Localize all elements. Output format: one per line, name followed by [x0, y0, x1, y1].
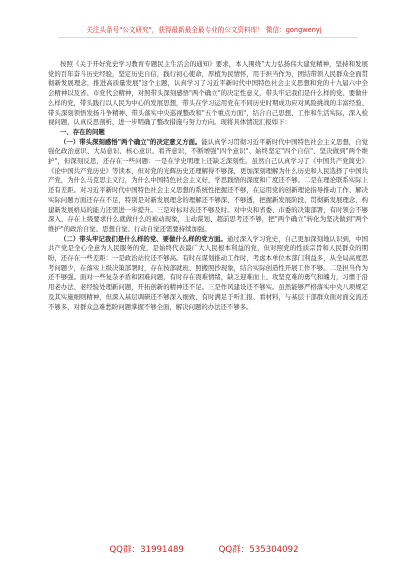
document-body	[48, 60, 368, 312]
qq-group-1: QQ群：31991489	[109, 545, 184, 555]
section-title: 一、存在的问题	[60, 127, 105, 136]
header-notice: 关注头条号"公文研究"，获得最新最全最专业的公文资料库！ 微信：gongwenyj	[86, 26, 322, 34]
paragraph-2-heading: （二）带头牢记我们是什么样的党、要做什么样的党方面。	[60, 234, 227, 243]
header-divider	[58, 37, 358, 38]
paragraph-1	[48, 138, 368, 235]
paragraph-1-text: 能认真学习贯彻习近平新时代中国特色社会主义思想，自觉强化政治意识、大局意识、核心意识、看齐意识，不断增强"四个意识"、始终坚定"四个自信"、坚决做到"两个维护"，但深刻反思，还存在一些问题：一是在学史明理上还缺乏深刻性。虽然自己认真学习了《中国共产党简史》《论中国共产党历史》等读本，但对党的光辉历史还理解得不够深，更加深刻理解为什么历史和人民选择了中国共产党，为什么马克思主义行，为什么中国特色社会主义好，学思践悟的深度和广度还不够。二是在理论联系实际上还有差距。对习近平新时代中国特色社会主义思想的系统性把握还不够，在运用党的创新理论指导推动工作、解决实际问题方面还存在不足，特别是对新发展理念的理解还不够深、不够透，把握新发展阶段、贯彻新发展理念、构建新发展格局的能力还需进一步提升。三是对标对表还不够及时。对中央和省委、市委的决策部署，有时领会不够深入，存在上级要求什么就做什么的被动现象，主动谋划、超前思考还不够，把"两个确立"转化为坚决做到"两个维护"的政治自觉、思想自觉、行动自觉还需要持续加强。	[48, 137, 368, 233]
paragraph-1-heading: （一）带头深刻感悟"两个确立"的决定意义方面。	[60, 137, 202, 146]
paragraph-2-text: 通过深入学习党史，自己更加深刻地认识到，中国共产党是全心全意为人民服务的党，是始终代表最广大人民根本利益的党，但对照党的性质宗旨和人民群众的期盼，还存在一些差距：一是政治站位还不够高。有时在谋划推动工作时，考虑本单位本部门利益多，从全局高度思考问题少，在落实上级决策部署时，存在按部就班、照搬照抄现象，结合实际创造性开展工作不够。二是担当作为还不够强。面对一些复杂矛盾和困难问题，有时存在畏难情绪，缺乏迎难而上、攻坚克难的勇气和魄力，习惯于沿用老办法、老经验处理新问题，开拓创新的精神还不足。三是作风建设还不够实。虽然能够严格落实中央八项规定及其实施细则精神，但深入基层调研还不够深入细致，有时满足于听汇报、看材料，与基层干部群众面对面交流还不够多，对群众急难愁盼问题掌握不够全面，解决问题的办法还不够多。	[48, 234, 369, 311]
qq-group-2: QQ群：535304092	[218, 545, 299, 555]
intro-paragraph: 按照《关于开好党史学习教育专题民主生活会的通知》要求，本人围绕"大力弘扬伟大建党精神，坚持和发展党的百年奋斗历史经验，坚定历史自信，践行初心使命，厚植为民情怀，用于担当作为，团结带领人民群众全面贯彻新发展理念，推进高质量发展"这个主题，认真学习了习近平新时代中国特色社会主义思想和党的十九届六中全会精神以及省、市党代会精神，对照带头深刻感悟"两个确立"的决定性意义，带头牢记我们是什么样的党、要做什么样的党，带头践行以人民为中心的发展思想，带头在学习运用党在不同历史时期成功应对风险挑战的丰富经验、带头深刻领悟发扬斗争精神、带头落实中央巡视整改和"五个重点方面"，结合自己思想、工作和生活实际，深入检视问题，认真反思剖析，进一步明确了整改措施与努力方向。现将具体情况汇报如下：	[48, 60, 368, 127]
footer-contact	[0, 544, 408, 556]
paragraph-2	[48, 235, 368, 313]
